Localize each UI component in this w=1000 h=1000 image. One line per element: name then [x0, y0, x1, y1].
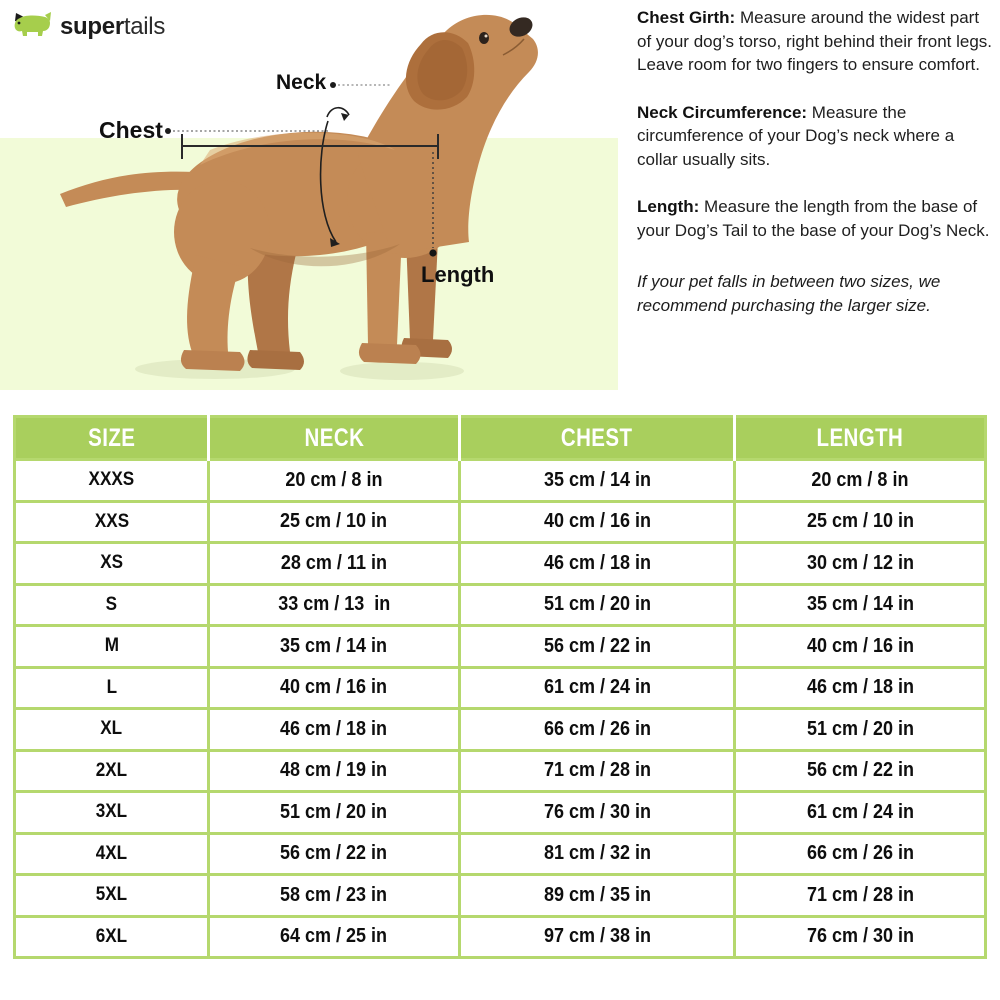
- table-row: [15, 833, 986, 875]
- chest-cell: 76 cm / 30 in: [459, 792, 735, 834]
- size-table: [13, 415, 987, 959]
- size-cell: XL: [15, 709, 209, 751]
- length-instruction: [637, 195, 992, 242]
- size-cell: 5XL: [15, 875, 209, 917]
- table-row: [15, 543, 986, 585]
- neck-circumference-text: Measure the circumference of your Dog’s neck where a collar usually sits.: [637, 102, 955, 169]
- neck-cell: 33 cm / 13 in: [209, 584, 460, 626]
- header-neck: NECK: [209, 417, 460, 460]
- neck-cell: 40 cm / 16 in: [209, 667, 460, 709]
- brand-name-light: tails: [123, 13, 166, 40]
- length-cell: 56 cm / 22 in: [735, 750, 986, 792]
- chest-cell: 46 cm / 18 in: [459, 543, 735, 585]
- length-text: Measure the length from the base of your Dog’s Tail to the base of your Dog’s Neck.: [637, 197, 990, 240]
- length-cell: 76 cm / 30 in: [735, 916, 986, 958]
- dog-illustration: [60, 14, 538, 371]
- header-size: SIZE: [15, 417, 209, 460]
- table-row: [15, 916, 986, 958]
- table-row: [15, 750, 986, 792]
- chest-cell: 97 cm / 38 in: [459, 916, 735, 958]
- size-cell: 3XL: [15, 792, 209, 834]
- size-cell: XXXS: [15, 460, 209, 502]
- size-cell: 4XL: [15, 833, 209, 875]
- neck-label: Neck: [276, 71, 327, 94]
- length-cell: 20 cm / 8 in: [735, 460, 986, 502]
- chest-label: Chest: [99, 117, 163, 143]
- neck-cell: 35 cm / 14 in: [209, 626, 460, 668]
- chest-cell: 81 cm / 32 in: [459, 833, 735, 875]
- neck-cell: 64 cm / 25 in: [209, 916, 460, 958]
- size-chart: [13, 415, 987, 959]
- length-cell: 66 cm / 26 in: [735, 833, 986, 875]
- chest-girth-instruction: [637, 6, 992, 77]
- neck-cell: 28 cm / 11 in: [209, 543, 460, 585]
- neck-circumference-term: Neck Circumference:: [637, 102, 808, 122]
- dog-eye: [479, 32, 489, 44]
- length-cell: 25 cm / 10 in: [735, 501, 986, 543]
- neck-cell: 56 cm / 22 in: [209, 833, 460, 875]
- size-guide-hero: [0, 0, 1000, 402]
- size-table-body: [15, 460, 986, 958]
- length-cell: 71 cm / 28 in: [735, 875, 986, 917]
- table-row: [15, 460, 986, 502]
- neck-cell: 51 cm / 20 in: [209, 792, 460, 834]
- chest-cell: 40 cm / 16 in: [459, 501, 735, 543]
- chest-cell: 61 cm / 24 in: [459, 667, 735, 709]
- table-row: [15, 584, 986, 626]
- neck-cell: 48 cm / 19 in: [209, 750, 460, 792]
- chest-cell: 56 cm / 22 in: [459, 626, 735, 668]
- neck-cell: 20 cm / 8 in: [209, 460, 460, 502]
- chest-cell: 51 cm / 20 in: [459, 584, 735, 626]
- length-term: Length:: [637, 197, 700, 216]
- length-cell: 30 cm / 12 in: [735, 543, 986, 585]
- length-pointer-dot: [429, 249, 436, 256]
- size-cell: XS: [15, 543, 209, 585]
- brand-name-bold: super: [60, 13, 124, 40]
- chest-cell: 35 cm / 14 in: [459, 460, 735, 502]
- size-cell: S: [15, 584, 209, 626]
- size-table-header: [15, 417, 986, 460]
- chest-cell: 89 cm / 35 in: [459, 875, 735, 917]
- table-row: [15, 626, 986, 668]
- neck-cell: 25 cm / 10 in: [209, 501, 460, 543]
- size-cell: 6XL: [15, 916, 209, 958]
- size-cell: XXS: [15, 501, 209, 543]
- neck-pointer-dot: [330, 82, 336, 88]
- length-cell: 40 cm / 16 in: [735, 626, 986, 668]
- neck-cell: 46 cm / 18 in: [209, 709, 460, 751]
- chest-girth-term: Chest Girth:: [637, 8, 736, 27]
- neck-cell: 58 cm / 23 in: [209, 875, 460, 917]
- length-label: Length: [421, 262, 495, 287]
- chest-cell: 66 cm / 26 in: [459, 709, 735, 751]
- table-row: [15, 792, 986, 834]
- header-chest: CHEST: [459, 417, 735, 460]
- measuring-instructions: [637, 6, 992, 341]
- dog-measurement-diagram: [0, 0, 618, 390]
- length-cell: 61 cm / 24 in: [735, 792, 986, 834]
- length-cell: 35 cm / 14 in: [735, 584, 986, 626]
- supertails-dog-icon: [12, 9, 56, 45]
- table-row: [15, 501, 986, 543]
- neck-circumference-instruction: [637, 101, 992, 172]
- size-cell: L: [15, 667, 209, 709]
- length-cell: 51 cm / 20 in: [735, 709, 986, 751]
- chest-cell: 71 cm / 28 in: [459, 750, 735, 792]
- supertails-logo: [12, 9, 165, 45]
- chest-girth-text: Measure around the widest part of your dog’s torso, right behind their front legs. Leave room for two fingers to ensure comfort.: [637, 8, 992, 74]
- chest-pointer-dot: [165, 128, 171, 134]
- size-cell: M: [15, 626, 209, 668]
- table-row: [15, 709, 986, 751]
- size-cell: 2XL: [15, 750, 209, 792]
- sizing-note: If your pet falls in between two sizes, we recommend purchasing the larger size.: [637, 272, 941, 315]
- brand-name: [60, 13, 165, 41]
- header-length: LENGTH: [735, 417, 986, 460]
- table-row: [15, 875, 986, 917]
- table-row: [15, 667, 986, 709]
- length-cell: 46 cm / 18 in: [735, 667, 986, 709]
- dog-shadow: [340, 362, 464, 380]
